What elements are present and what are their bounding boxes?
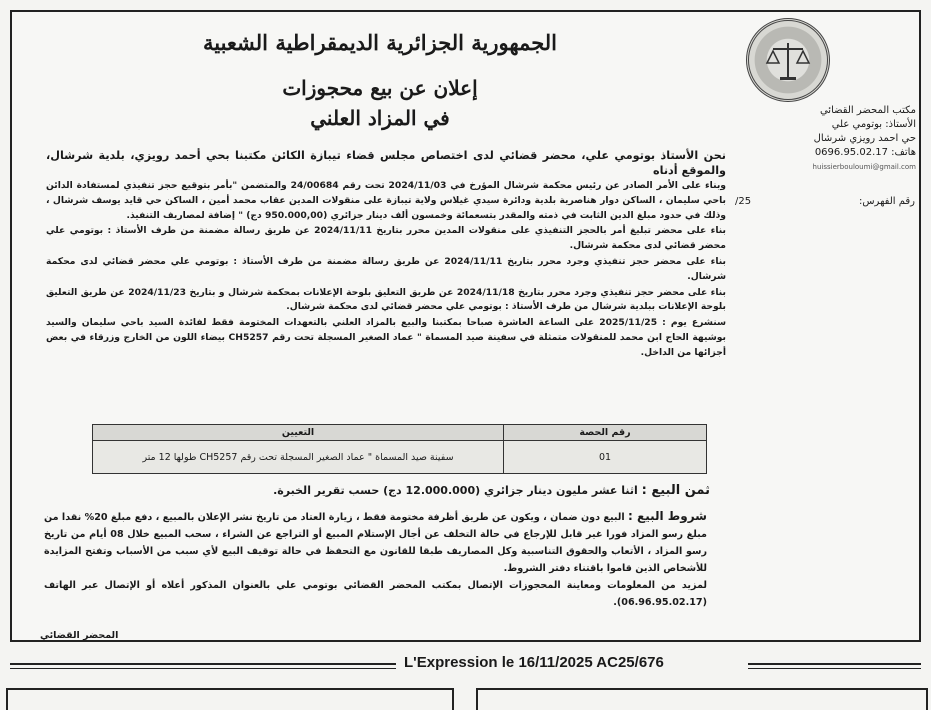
price-value: اثنا عشر مليون دينار جزائري (12.000.000 دج) حسب تقرير الخبرة.: [273, 484, 638, 497]
publication-footer: L'Expression le 16/11/2025 AC25/676: [404, 654, 664, 671]
office-email: huissierbouloumi@gmail.com: [812, 163, 916, 171]
next-notice-right: [476, 688, 928, 710]
footer-rule-left-thin: [10, 668, 396, 669]
reference-number: [735, 196, 915, 207]
notice-subtitle: في المزاد العلني: [310, 106, 450, 130]
lots-table: [92, 424, 707, 474]
office-phone: هاتف: 0696.95.02.17: [814, 147, 916, 158]
table-row: [93, 441, 707, 474]
reference-label: رقم الفهرس:: [858, 196, 915, 207]
next-notice-left: [6, 688, 454, 710]
reference-value: 25/: [735, 196, 752, 207]
cell-lot-number: 01: [504, 441, 707, 474]
office-lawyer: الأستاذ: بوتومي علي: [831, 119, 916, 130]
republic-title: الجمهورية الجزائرية الديمقراطية الشعبية: [202, 30, 557, 55]
notice-title: إعلان عن بيع محجوزات: [282, 76, 478, 100]
conditions-label: شروط البيع :: [628, 509, 707, 523]
body-paragraph-order: وبناء على الأمر الصادر عن رئيس محكمة شرشال المؤرخ في 2024/11/03 تحت رقم 24/00684 والمتضمن "بأمر بتوقيع حجز تنفيذي لمستفادة الدائن باحي سليمان ، الساكن دوار هناصرية بلدية ودائرة سيدي غيلاس ولاية تيبازة على منقولات المدين عقاب محمد أمين ، الساكن حي قايد يوسف شرشال ، وذلك في حدود مبلغ الدين الثابت في ذمته والمقدر بتسعمائة وخمسون ألف دينار جزائري (950.000,00 دج) " إضافة لمصاريف التنفيذ.: [46, 180, 726, 221]
body-paragraph-intro: نحن الأستاذ بوتومي علي، محضر قضائي لدى اختصاص مجلس قضاء تيبازة الكائن مكتبنا بحي أحمد رويزي، بلدية شرشال، والموقع أدناه: [46, 149, 726, 177]
office-name: مكتب المحضر القضائي: [819, 105, 916, 116]
sale-price: [180, 483, 710, 498]
footer-rule-right-thin: [748, 668, 921, 669]
notice-body: [46, 148, 726, 362]
signer-title: المحضر القضائي: [40, 630, 119, 641]
cell-designation: سفينة صيد المسماة " عماد الصغير المسجلة تحت رقم CH5257 طولها 12 متر: [93, 441, 504, 474]
office-address: حي احمد رويزي شرشال: [813, 133, 916, 144]
table-header-row: [93, 425, 707, 441]
sale-conditions: [44, 508, 707, 611]
office-block: [730, 104, 916, 174]
conditions-text: البيع دون ضمان ، ويكون عن طريق أظرفة مختومة فقط ، زيارة العتاد من تاريخ نشر الإعلان بالمبيع ، دفع مبلغ 20% نقدا من مبلغ رسو المزاد فورا غير قابل للإرجاع في حالة التخلف عن أجال الإستلام المبيع أو التراجع عن الشراء ، سحب المبيع خلال 08 أيام من تاريخ رسو المزاد ، الأتعاب والحقوق التناسبية وكل المصاريف طبقا للقانون مع التحفظ في حالة توقيف البيع لأي سبب من الأسباب وتفتح المزايدة للأشخاص الذين قاموا باقتناء دفتر الشروط.: [44, 512, 707, 574]
body-paragraph-notification: بناء على محضر تبليغ أمر بالحجز التنفيذي على منقولات المدين محرر بتاريخ 2024/11/11 عن طريق رسالة مضمنة من طرف الأستاذ : بوتومي علي محضر قضائي لدى محكمة شرشال.: [46, 225, 726, 252]
footer-rule-left: [10, 663, 396, 665]
scales-of-justice-icon: [763, 35, 813, 85]
header-designation: التعيين: [93, 425, 504, 441]
body-paragraph-auction-date: سنشرع يوم : 2025/11/25 على الساعة العاشرة صباحا بمكتبنا والبيع بالمزاد العلني بالتعهدات المختومة فقط لفائدة السيد باحي سليمان والسيد بوشيهة الحاج ابن محمد للمنقولات متمثلة في سفينة صيد المسماة " عماد الصغير المسجلة تحت رقم CH5257 بيضاء اللون من الخارج وزرقاء في بعض أجزائها من الداخل.: [46, 317, 726, 358]
bailiff-seal: [746, 18, 830, 102]
body-paragraph-posting: بناء على محضر حجز تنفيذي وجرد محرر بتاريخ 2024/11/18 عن طريق التعليق بلوحة الإعلانات بمحكمة شرشال و بتاريخ 2024/11/23 عن طريق التعليق بلوحة الإعلانات ببلدية شرشال من طرف الأستاذ : بوتومي علي محضر قضائي لدى محكمة شرشال.: [46, 286, 727, 313]
contact-info: لمزيد من المعلومات ومعاينة المحجوزات الإتصال بمكتب المحضر القضائي بوتومي علي بالعنوان المذكور أعلاه أو الإتصال عبر الهاتف (06.96.95.02.17).: [44, 580, 707, 608]
price-label: ثمن البيع :: [641, 483, 710, 498]
footer-rule-right: [748, 663, 921, 665]
header-lot-number: رقم الحصة: [504, 425, 707, 441]
body-paragraph-seizure: بناء على محضر حجز تنفيذي وجرد محرر بتاريخ 2024/11/11 عن طريق رسالة مضمنة من طرف الأستاذ : بوتومي علي محضر قضائي لدى محكمة شرشال.: [46, 255, 727, 282]
